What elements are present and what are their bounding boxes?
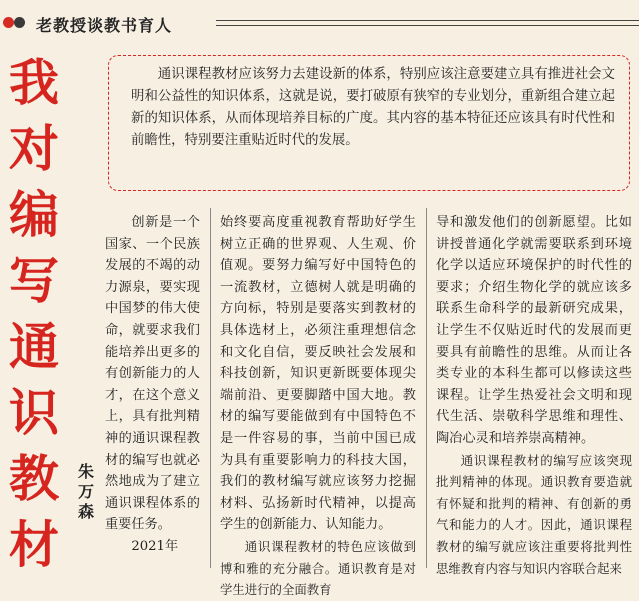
title-char: 材 (9, 515, 59, 574)
column-title: 老教授谈教书育人 (36, 16, 173, 35)
title-char: 识 (9, 383, 59, 442)
title-char: 对 (9, 119, 59, 178)
body-column-1 (105, 212, 200, 568)
header-rule (216, 20, 639, 26)
author-char: 朱 (77, 462, 94, 481)
article-title (2, 50, 66, 578)
title-char: 编 (9, 185, 59, 244)
author-char: 万 (77, 482, 94, 501)
body-paragraph: 2021年 (131, 538, 179, 554)
author-byline (76, 462, 96, 522)
body-paragraph: 创新是一个国家、一个民族发展的不竭的动力源泉，要实现中国梦的伟大使命，就要求我们能培养出更多的有创新能力的人才，在这个意义上，具有批判精神的通识课程教材的编写也就必然地成为了建立通识课程体系的重要任务。 (105, 215, 200, 533)
author-char: 森 (77, 502, 94, 521)
body-paragraph: 通识课程教材的特色应该做到博和雅的充分融合。通识教育是对学生进行的全面教育 (220, 538, 416, 598)
body-paragraph: 导和激发他们的创新愿望。比如讲授普通化学就需要联系到环境化学以适应环境保护的时代性的要求；介绍生物化学的就应该多联系生命科学的最新研究成果，让学生不仅贴近时代的发展而更要具有前瞻性的思维。从而让各类专业的本科生都可以修读这些课程。让学生热爱社会文明和现代生活、崇敬科学思维和理性、陶冶心灵和培养崇高精神。 (436, 215, 632, 446)
column-divider (426, 208, 427, 568)
title-char: 教 (9, 449, 59, 508)
section-header (0, 0, 639, 40)
red-dot-icon (3, 17, 14, 28)
column-divider (210, 208, 211, 568)
body-paragraph: 始终要高度重视教育帮助好学生树立正确的世界观、人生观、价值观。要努力编写好中国特色的一流教材，立德树人就是明确的方向标，特别是要落实到教材的具体选材上，必须注重理想信念和文化自信，要反映社会发展和科技创新，知识更新既要体现尖端前沿、更要脚踏中国大地。教材的编写要能做到有中国特色不是一件容易的事，当前中国已成为具有重要影响力的科技大国，我们的教材编写就应该努力挖掘材料、弘扬新时代精神，以提高学生的创新能力、认知能力。 (220, 215, 416, 533)
body-paragraph: 通识课程教材的编写应该突现批判精神的体现。通识教育要造就有怀疑和批判的精神、有创新的勇气和能力的人才。因此，通识课程教材的编写就应该注重要将批判性思维教育内容与知识内容联合起来 (436, 452, 632, 576)
title-char: 写 (9, 251, 59, 310)
article-abstract: 通识课程教材应该努力去建设新的体系，特别应该注意要建立具有推进社会文明和公益性的知识体系，这就是说，要打破原有狭窄的专业划分，重新组合建立起新的知识体系，从而体现培养目标的广度。其内容的基本特征还应该具有时代性和前瞻性，特别要注重贴近时代的发展。 (108, 55, 630, 191)
dark-dot-icon (14, 17, 25, 28)
title-char: 我 (9, 53, 59, 112)
body-column-2 (220, 212, 416, 598)
title-char: 通 (9, 317, 59, 376)
body-column-3 (436, 212, 632, 576)
